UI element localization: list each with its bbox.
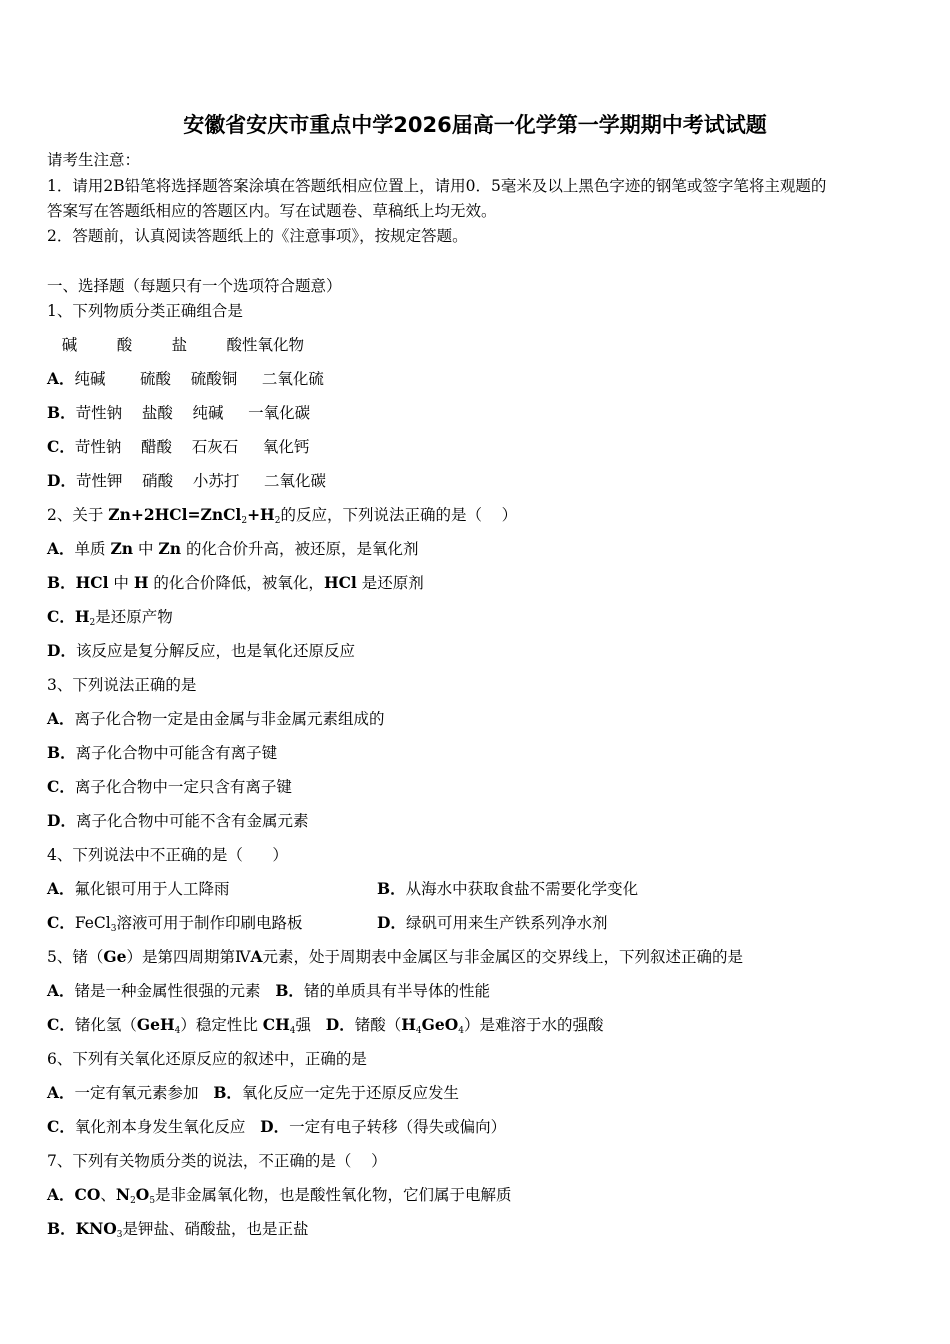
subscript: 2	[89, 618, 96, 628]
text-segment: HCl	[323, 573, 357, 592]
question-line	[47, 369, 324, 389]
text-segment: 锗的单质具有半导体的性能	[303, 982, 490, 1000]
text-segment: 3、下列说法正确的是	[47, 676, 197, 694]
text-segment: 锗是一种金属性很强的元素	[74, 982, 276, 1000]
subscript: 2	[241, 516, 248, 526]
subscript: 5	[149, 1196, 156, 1206]
text-segment: 苛性钠 盐酸 纯碱 一氧化碳	[75, 404, 311, 422]
text-segment: 苛性钠 醋酸 石灰石 氧化钙	[74, 438, 310, 456]
question-line	[47, 709, 385, 729]
text-segment: 6、下列有关氧化还原反应的叙述中，正确的是	[47, 1050, 367, 1068]
text-segment: +H	[247, 505, 275, 524]
text-segment: 4、下列说法中不正确的是（ ）	[47, 846, 288, 864]
text-segment: ）稳定性比	[180, 1016, 263, 1034]
text-segment: N	[115, 1185, 131, 1204]
text-segment: GeO	[421, 1015, 459, 1034]
text-segment: D．	[325, 1015, 355, 1034]
page-title: 安徽省安庆市重点中学2026届高一化学第一学期期中考试试题	[183, 113, 767, 137]
text-segment: Zn+2HCl=ZnCl	[108, 505, 242, 524]
text-segment: 的化合价升高，被还原，是氧化剂	[181, 540, 419, 558]
question-line	[47, 1015, 604, 1035]
question-line	[47, 301, 243, 321]
text-segment: ）是难溶于水的强酸	[463, 1016, 604, 1034]
question-line	[47, 471, 326, 491]
text-segment: Zn	[158, 539, 182, 558]
notice-item: 1．请用2B铅笔将选择题答案涂填在答题纸相应位置上，请用0．5毫米及以上黑色字迹的钢笔或签字笔将主观题的	[47, 177, 827, 195]
question-line	[47, 641, 355, 661]
question-line	[47, 437, 309, 457]
text-segment: Zn	[110, 539, 134, 558]
text-segment: 一定有氧元素参加	[74, 1084, 214, 1102]
text-segment: 、	[100, 1186, 116, 1204]
text-segment: 的化合价降低，被氧化，	[148, 574, 324, 592]
text-segment: GeH	[136, 1015, 175, 1034]
subscript: 2	[274, 516, 281, 526]
text-segment: ）是第四周期第Ⅳ	[126, 948, 251, 966]
question-line	[47, 879, 639, 899]
question-line	[47, 1049, 367, 1069]
subscript: 2	[130, 1196, 136, 1206]
text-segment: 离子化合物中可能不含有金属元素	[75, 812, 309, 830]
text-segment: H	[401, 1015, 416, 1034]
text-segment: 是还原产物	[95, 608, 173, 626]
question-line	[47, 743, 277, 763]
right-column-option	[377, 913, 607, 933]
text-segment: 强	[295, 1016, 326, 1034]
text-segment: 锗酸（	[354, 1016, 402, 1034]
text-segment: A．	[47, 1083, 75, 1102]
text-segment: CH	[262, 1015, 290, 1034]
text-segment: 溶液可用于制作印刷电路板	[116, 914, 303, 932]
text-segment: 离子化合物一定是由金属与非金属元素组成的	[74, 710, 385, 728]
text-segment: H	[74, 607, 90, 626]
text-segment: A．	[47, 539, 75, 558]
text-segment: 的反应，下列说法正确的是（ ）	[280, 506, 518, 524]
text-segment: 是还原剂	[356, 574, 424, 592]
text-segment: C．	[47, 607, 75, 626]
text-segment: 中	[133, 540, 159, 558]
notice-heading: 请考生注意：	[47, 151, 141, 169]
text-segment: A	[250, 947, 263, 966]
text-segment: 7、下列有关物质分类的说法，不正确的是（ ）	[47, 1152, 387, 1170]
text-segment: 离子化合物中一定只含有离子键	[74, 778, 292, 796]
question-line	[47, 539, 418, 559]
text-segment: H	[133, 573, 149, 592]
table-header	[47, 335, 304, 355]
text-segment: A．	[47, 879, 75, 898]
text-segment: 苛性钾 硝酸 小苏打 二氧化碳	[75, 472, 327, 490]
section-heading: 一、选择题（每题只有一个选项符合题意）	[47, 277, 342, 295]
text-segment: CO	[74, 1185, 101, 1204]
text-segment: A．	[47, 981, 75, 1000]
text-segment: FeCl	[74, 914, 111, 932]
text-segment: A．	[47, 369, 75, 388]
text-segment: 锗化氢（	[74, 1016, 137, 1034]
question-line	[47, 981, 490, 1001]
subscript: 4	[289, 1026, 296, 1036]
text-segment: 氟化银可用于人工降雨	[74, 880, 230, 898]
question-line	[47, 1117, 506, 1137]
text-segment: B．	[213, 1083, 242, 1102]
question-line	[47, 1151, 387, 1171]
text-segment: B．	[47, 1219, 76, 1238]
text-segment: C．	[47, 437, 75, 456]
question-line	[47, 573, 424, 593]
text-segment: C．	[47, 1015, 75, 1034]
text-segment: 元素，处于周期表中金属区与非金属区的交界线上，下列叙述正确的是	[262, 948, 744, 966]
text-segment: 碱 酸 盐 酸性氧化物	[47, 336, 305, 354]
text-segment: B．	[47, 403, 76, 422]
text-segment: 离子化合物中可能含有离子键	[75, 744, 278, 762]
text-segment: 1、下列物质分类正确组合是	[47, 302, 243, 320]
text-segment: 5、锗（	[47, 948, 104, 966]
text-segment: A．	[47, 709, 75, 728]
text-segment: B．	[47, 743, 76, 762]
question-line	[47, 777, 292, 797]
subscript: 4	[458, 1026, 464, 1036]
text-segment: C．	[47, 777, 75, 796]
question-line	[47, 1083, 459, 1103]
text-segment: D．	[47, 811, 76, 830]
text-segment: 单质	[74, 540, 111, 558]
text-segment: HCl	[75, 573, 109, 592]
question-line	[47, 675, 196, 695]
text-segment: C．	[47, 913, 75, 932]
text-segment: 氧化剂本身发生氧化反应	[74, 1118, 261, 1136]
question-line	[47, 845, 288, 865]
question-line	[47, 1185, 512, 1205]
question-line	[47, 913, 608, 934]
text-segment: O	[135, 1185, 150, 1204]
question-line	[47, 607, 173, 627]
notice-item: 2．答题前，认真阅读答题纸上的《注意事项》，按规定答题。	[47, 227, 468, 245]
text-segment: D．	[377, 913, 406, 932]
text-segment: 是钾盐、硝酸盐，也是正盐	[122, 1220, 309, 1238]
subscript: 4	[415, 1026, 422, 1036]
question-line	[47, 811, 308, 831]
text-segment: 一定有电子转移（得失或偏向）	[289, 1118, 507, 1136]
text-segment: Ge	[103, 947, 127, 966]
question-line	[47, 505, 517, 525]
text-segment: KNO	[75, 1219, 117, 1238]
text-segment: D．	[260, 1117, 290, 1136]
text-segment: 绿矾可用来生产铁系列净水剂	[405, 914, 608, 932]
text-segment: C．	[47, 1117, 75, 1136]
text-segment: 是非金属氧化物，也是酸性氧化物，它们属于电解质	[155, 1186, 512, 1204]
text-segment: B．	[377, 879, 406, 898]
text-segment: 从海水中获取食盐不需要化学变化	[405, 880, 639, 898]
text-segment: B．	[47, 573, 76, 592]
text-segment: 2、关于	[47, 506, 109, 524]
question-line	[47, 1219, 309, 1239]
text-segment: A．	[47, 1185, 75, 1204]
text-segment: 纯碱 硫酸 硫酸铜 二氧化硫	[74, 370, 324, 388]
text-segment: 该反应是复分解反应，也是氧化还原反应	[75, 642, 355, 660]
text-segment: 中	[108, 574, 134, 592]
text-segment: 氧化反应一定先于还原反应发生	[241, 1084, 459, 1102]
question-line	[47, 403, 310, 423]
text-segment: B．	[275, 981, 304, 1000]
subscript: 3	[110, 924, 117, 934]
question-line	[47, 947, 743, 967]
text-segment: D．	[47, 471, 76, 490]
subscript: 3	[116, 1230, 123, 1240]
text-segment: D．	[47, 641, 76, 660]
subscript: 4	[174, 1026, 181, 1036]
right-column-option	[377, 879, 638, 899]
notice-item: 答案写在答题纸相应的答题区内。写在试题卷、草稿纸上均无效。	[47, 202, 497, 220]
